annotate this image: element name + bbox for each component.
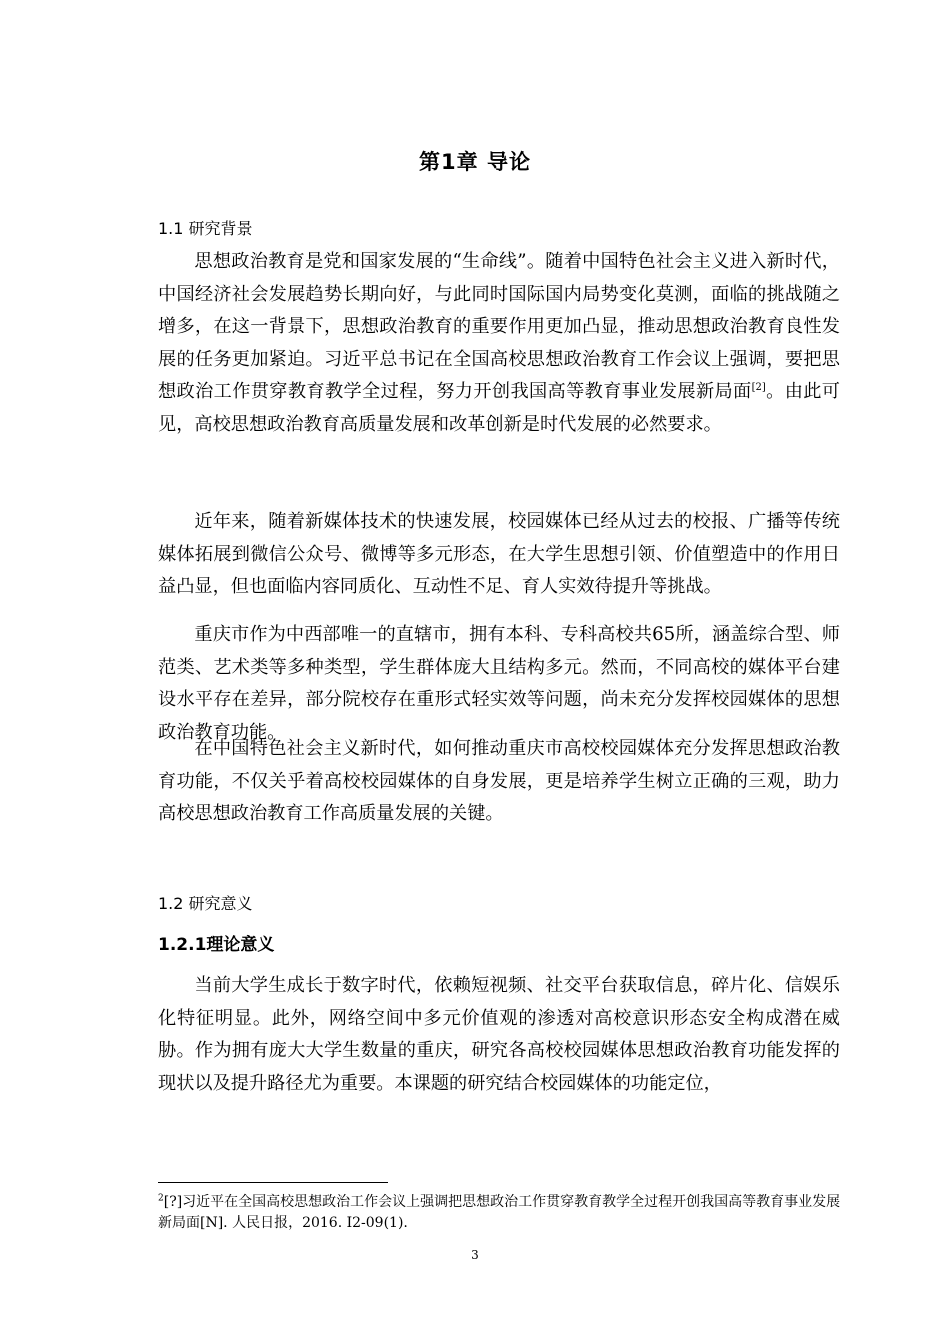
- page-number: 3: [471, 1248, 479, 1262]
- footnote: [158, 1192, 848, 1234]
- paragraph-background-3: 重庆市作为中西部唯一的直辖市，拥有本科、专科高校共65所，涵盖综合型、师范类、艺术类等多种类型，学生群体庞大且结构多元。然而，不同高校的媒体平台建设水平存在差异，部分院校存在重形式轻实效等问题，尚未充分发挥校园媒体的思想政治教育功能。: [158, 624, 840, 743]
- citation-reference[interactable]: [2]: [751, 381, 766, 393]
- paragraph-text: 思想政治教育是党和国家发展的“生命线”。随着中国特色社会主义进入新时代，中国经济社会发展趋势长期向好，与此同时国际国内局势变化莫测，面临的挑战随之增多，在这一背景下，思想政治教育的重要作用更加凸显，推动思想政治教育良性发展的任务更加紧迫。习近平总书记在全国高校思想政治教育工作会议上强调，要把思想政治工作贯穿教育教学全过程，努力开创我国高等教育事业发展新局面: [158, 251, 840, 402]
- chapter-title: 第1章 导论: [419, 150, 531, 174]
- paragraph-background-1: [158, 246, 840, 441]
- paragraph-text: 。由此可见，高校思想政治教育高质量发展和改革创新是时代发展的必然要求。: [158, 381, 840, 435]
- footnote-marker: 2: [158, 1193, 164, 1204]
- paragraph-background-2: 近年来，随着新媒体技术的快速发展，校园媒体已经从过去的校报、广播等传统媒体拓展到微信公众号、微博等多元形态，在大学生思想引领、价值塑造中的作用日益凸显，但也面临内容同质化、互动性不足、育人实效待提升等挑战。: [158, 511, 840, 597]
- footnote-divider: [158, 1182, 388, 1183]
- paragraph-background-4: 在中国特色社会主义新时代，如何推动重庆市高校校园媒体充分发挥思想政治教育功能，不仅关乎着高校校园媒体的自身发展，更是培养学生树立正确的三观，助力高校思想政治教育工作高质量发展的关键。: [158, 738, 840, 824]
- footnote-text: [?]习近平在全国高校思想政治工作会议上强调把思想政治工作贯穿教育教学全过程开创我国高等教育事业发展新局面[N]. 人民日报，2016. I2-09(1).: [158, 1194, 841, 1231]
- paragraph-theory-1: 当前大学生成长于数字时代，依赖短视频、社交平台获取信息，碎片化、信娱乐化特征明显。此外，网络空间中多元价值观的渗透对高校意识形态安全构成潜在威胁。作为拥有庞大大学生数量的重庆，研究各高校校园媒体思想政治教育功能发挥的现状以及提升路径尤为重要。本课题的研究结合校园媒体的功能定位，: [158, 975, 840, 1094]
- section-heading-1-1: 1.1 研究背景: [158, 219, 253, 238]
- subsection-heading-1-2-1: 1.2.1理论意义: [158, 935, 275, 955]
- section-heading-1-2: 1.2 研究意义: [158, 894, 253, 913]
